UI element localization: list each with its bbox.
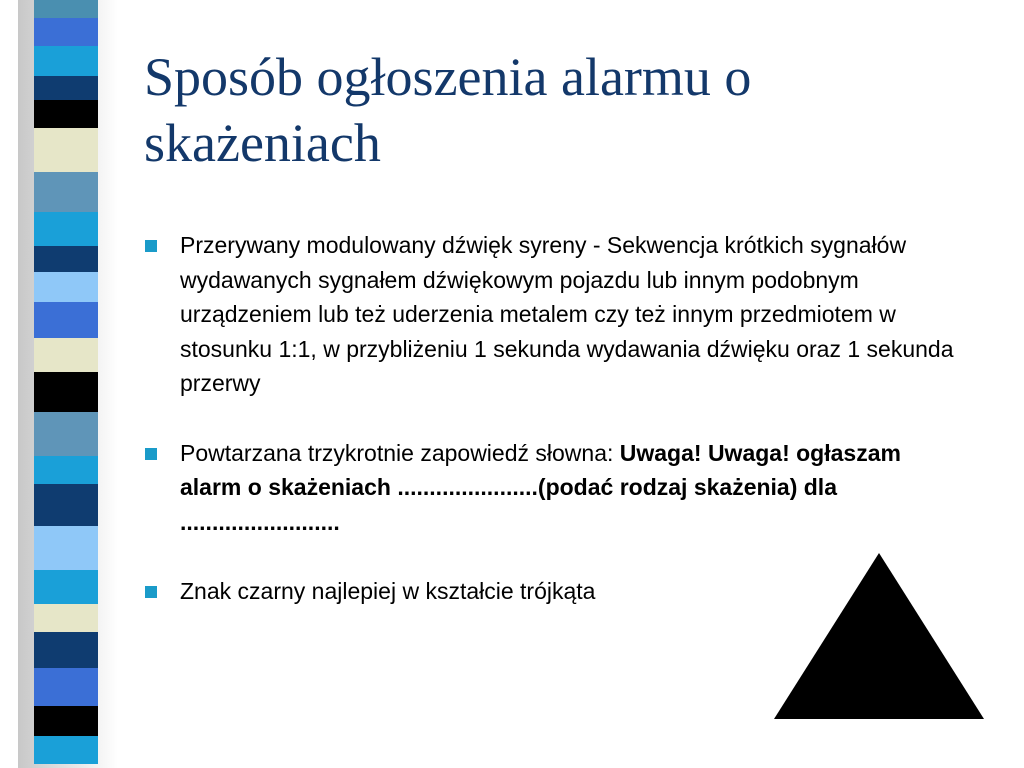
square-bullet-icon xyxy=(145,448,157,460)
stripe-band xyxy=(34,372,98,412)
stripe-band xyxy=(34,736,98,764)
stripe-band xyxy=(34,456,98,484)
black-triangle-icon xyxy=(774,553,984,719)
square-bullet-icon xyxy=(145,586,157,598)
stripe-band xyxy=(34,128,98,172)
stripe-band xyxy=(34,706,98,736)
stripe-band xyxy=(34,668,98,706)
bullet-text-bold: Uwaga! Uwaga! ogłaszam alarm o skażeniach ......................(podać rodzaj skażenia) dla ......................... xyxy=(180,439,901,535)
stripe-band xyxy=(34,0,98,18)
bullet-text: Znak czarny najlepiej w kształcie trójkąta xyxy=(180,578,596,604)
stripe-band xyxy=(34,570,98,604)
stripe-band xyxy=(34,18,98,46)
bullet-item xyxy=(143,228,963,401)
stripe-band xyxy=(34,484,98,526)
stripe-band xyxy=(34,604,98,632)
stripe-band xyxy=(34,412,98,456)
stripe-band xyxy=(34,302,98,338)
slide-title: Sposób ogłoszenia alarmu o skażeniach xyxy=(144,47,752,173)
bullet-item xyxy=(143,436,963,540)
bullet-text xyxy=(180,440,901,535)
stripe-band xyxy=(34,172,98,212)
stripe-band xyxy=(34,212,98,246)
stripe-band xyxy=(34,272,98,302)
stripe-band xyxy=(34,76,98,100)
stripe-band xyxy=(34,246,98,272)
stripe-band xyxy=(34,632,98,668)
bullet-text: Przerywany modulowany dźwięk syreny - Sekwencja krótkich sygnałów wydawanych sygnałem dźwiękowym pojazdu lub innym podobnym urządzeniem lub też uderzenia metalem czy też innym przedmiotem w stosunku 1:1, w przybliżeniu 1 sekunda wydawania dźwięku oraz 1 sekunda przerwy xyxy=(180,232,954,396)
square-bullet-icon xyxy=(145,240,157,252)
bullet-text-plain: Powtarzana trzykrotnie zapowiedź słowna: xyxy=(180,439,620,466)
stripe-band xyxy=(34,526,98,570)
stripe-band xyxy=(34,100,98,128)
stripe-band xyxy=(34,46,98,76)
decorative-stripe xyxy=(34,0,98,768)
stripe-band xyxy=(34,338,98,372)
